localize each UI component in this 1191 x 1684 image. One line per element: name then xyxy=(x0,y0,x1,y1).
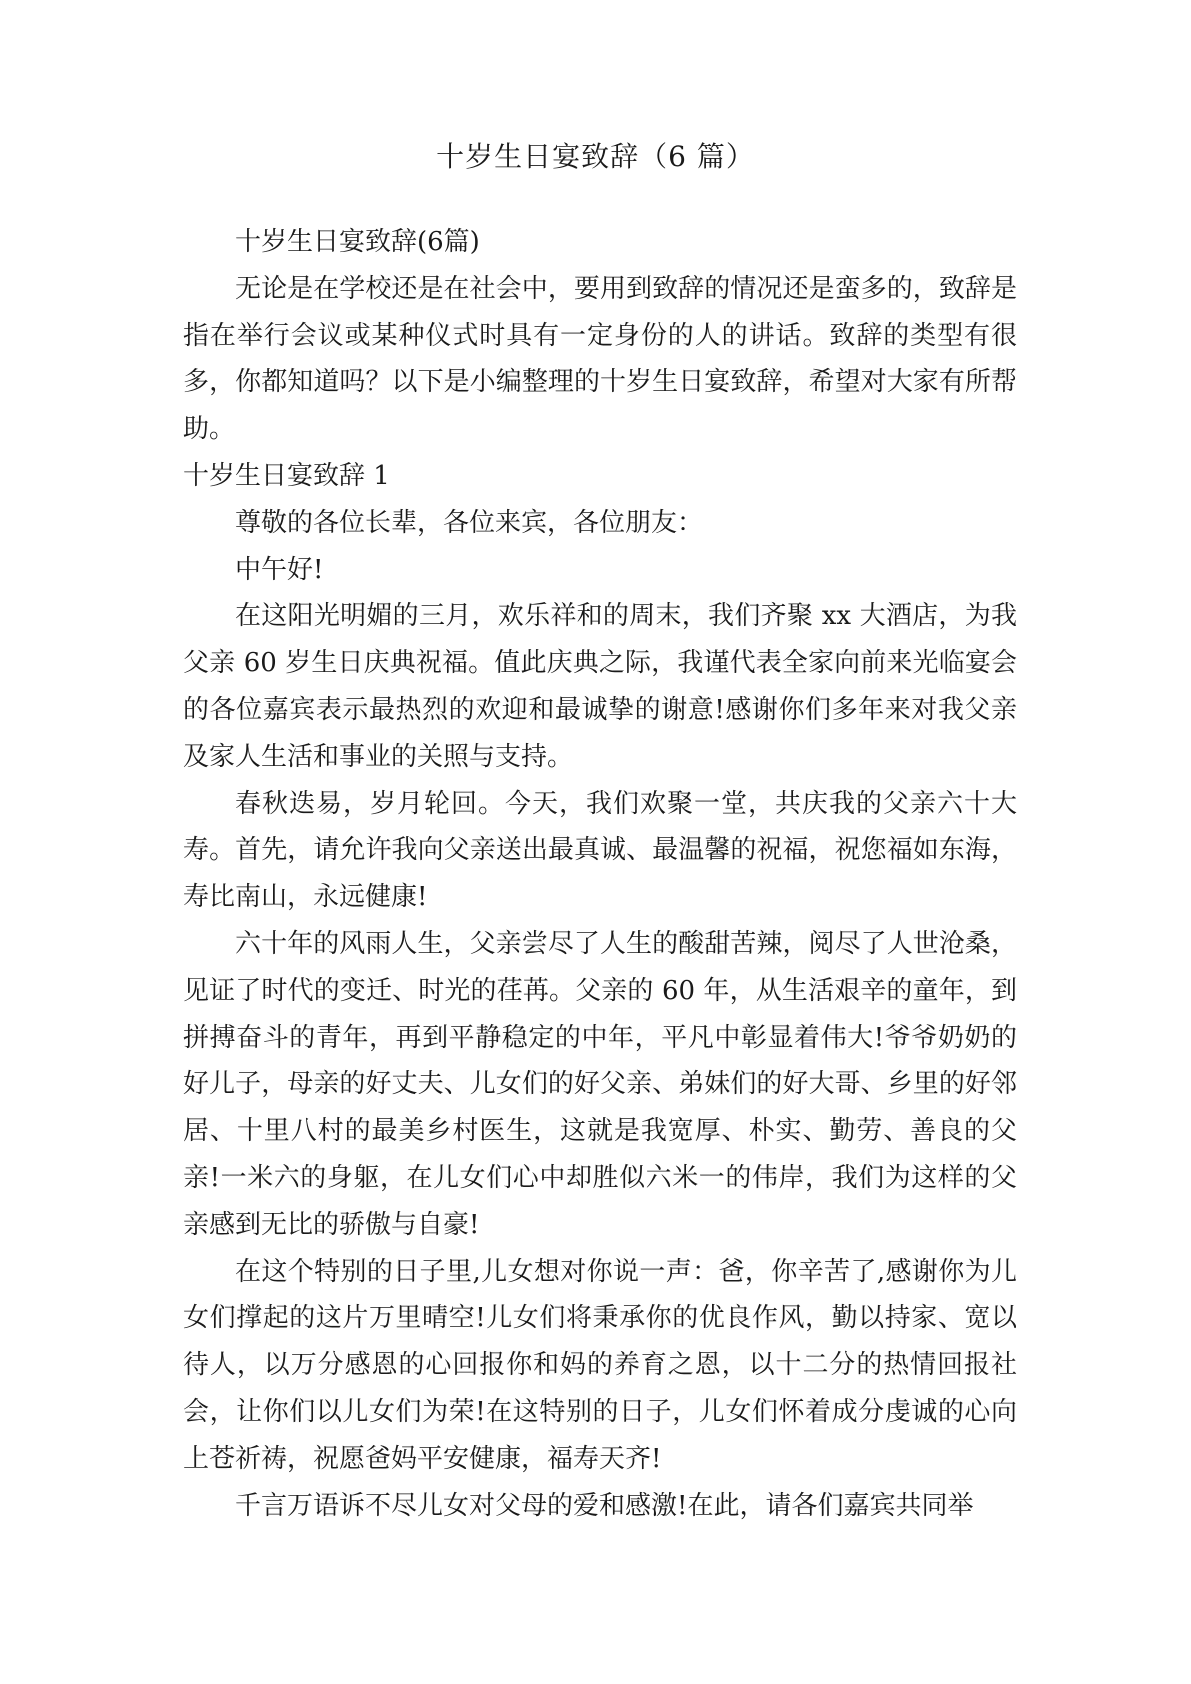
paragraph: 千言万语诉不尽儿女对父母的爱和感激!在此，请各们嘉宾共同举 xyxy=(235,1490,974,1521)
paragraph: 在这个特别的日子里,儿女想对你说一声：爸，你辛苦了,感谢你为儿女们撑起的这片万里晴空!儿女们将秉承你的优良作风，勤以持家、宽以待人，以万分感恩的心回报你和妈的养育之恩，以十二分的热情回报社会，让你们以儿女们为荣!在这特别的日子，儿女们怀着成分虔诚的心向上苍祈祷，祝愿爸妈平安健康，福寿天齐! xyxy=(183,1256,1017,1474)
section-heading: 十岁生日宴致辞 1 xyxy=(183,460,390,491)
paragraph: 无论是在学校还是在社会中，要用到致辞的情况还是蛮多的，致辞是指在举行会议或某种仪式时具有一定身份的人的讲话。致辞的类型有很多，你都知道吗？以下是小编整理的十岁生日宴致辞，希望对大家有所帮助。 xyxy=(183,273,1017,445)
paragraph: 中午好! xyxy=(235,554,324,585)
paragraph: 尊敬的各位长辈，各位来宾，各位朋友： xyxy=(235,507,704,538)
document-body xyxy=(183,219,1017,1529)
paragraph: 在这阳光明媚的三月，欢乐祥和的周末，我们齐聚 xx 大酒店，为我父亲 60 岁生日庆典祝福。值此庆典之际，我谨代表全家向前来光临宴会的各位嘉宾表示最热烈的欢迎和最诚挚的谢意!感谢你们多年来对我父亲及家人生活和事业的关照与支持。 xyxy=(183,601,1017,772)
paragraph: 十岁生日宴致辞(6篇) xyxy=(235,227,480,257)
paragraph: 六十年的风雨人生，父亲尝尽了人生的酸甜苦辣，阅尽了人世沧桑，见证了时代的变迁、时光的荏苒。父亲的 60 年，从生活艰辛的童年，到拼搏奋斗的青年，再到平静稳定的中年，平凡中彰显着伟大!爷爷奶奶的好儿子，母亲的好丈夫、儿女们的好父亲、弟妹们的好大哥、乡里的好邻居、十里八村的最美乡村医生，这就是我宽厚、朴实、勤劳、善良的父亲!一米六的身躯，在儿女们心中却胜似六米一的伟岸，我们为这样的父亲感到无比的骄傲与自豪! xyxy=(183,928,1017,1240)
document-title: 十岁生日宴致辞（6 篇） xyxy=(436,140,755,173)
paragraph: 春秋迭易，岁月轮回。今天，我们欢聚一堂，共庆我的父亲六十大寿。首先，请允许我向父亲送出最真诚、最温馨的祝福，祝您福如东海，寿比南山，永远健康! xyxy=(183,788,1017,913)
